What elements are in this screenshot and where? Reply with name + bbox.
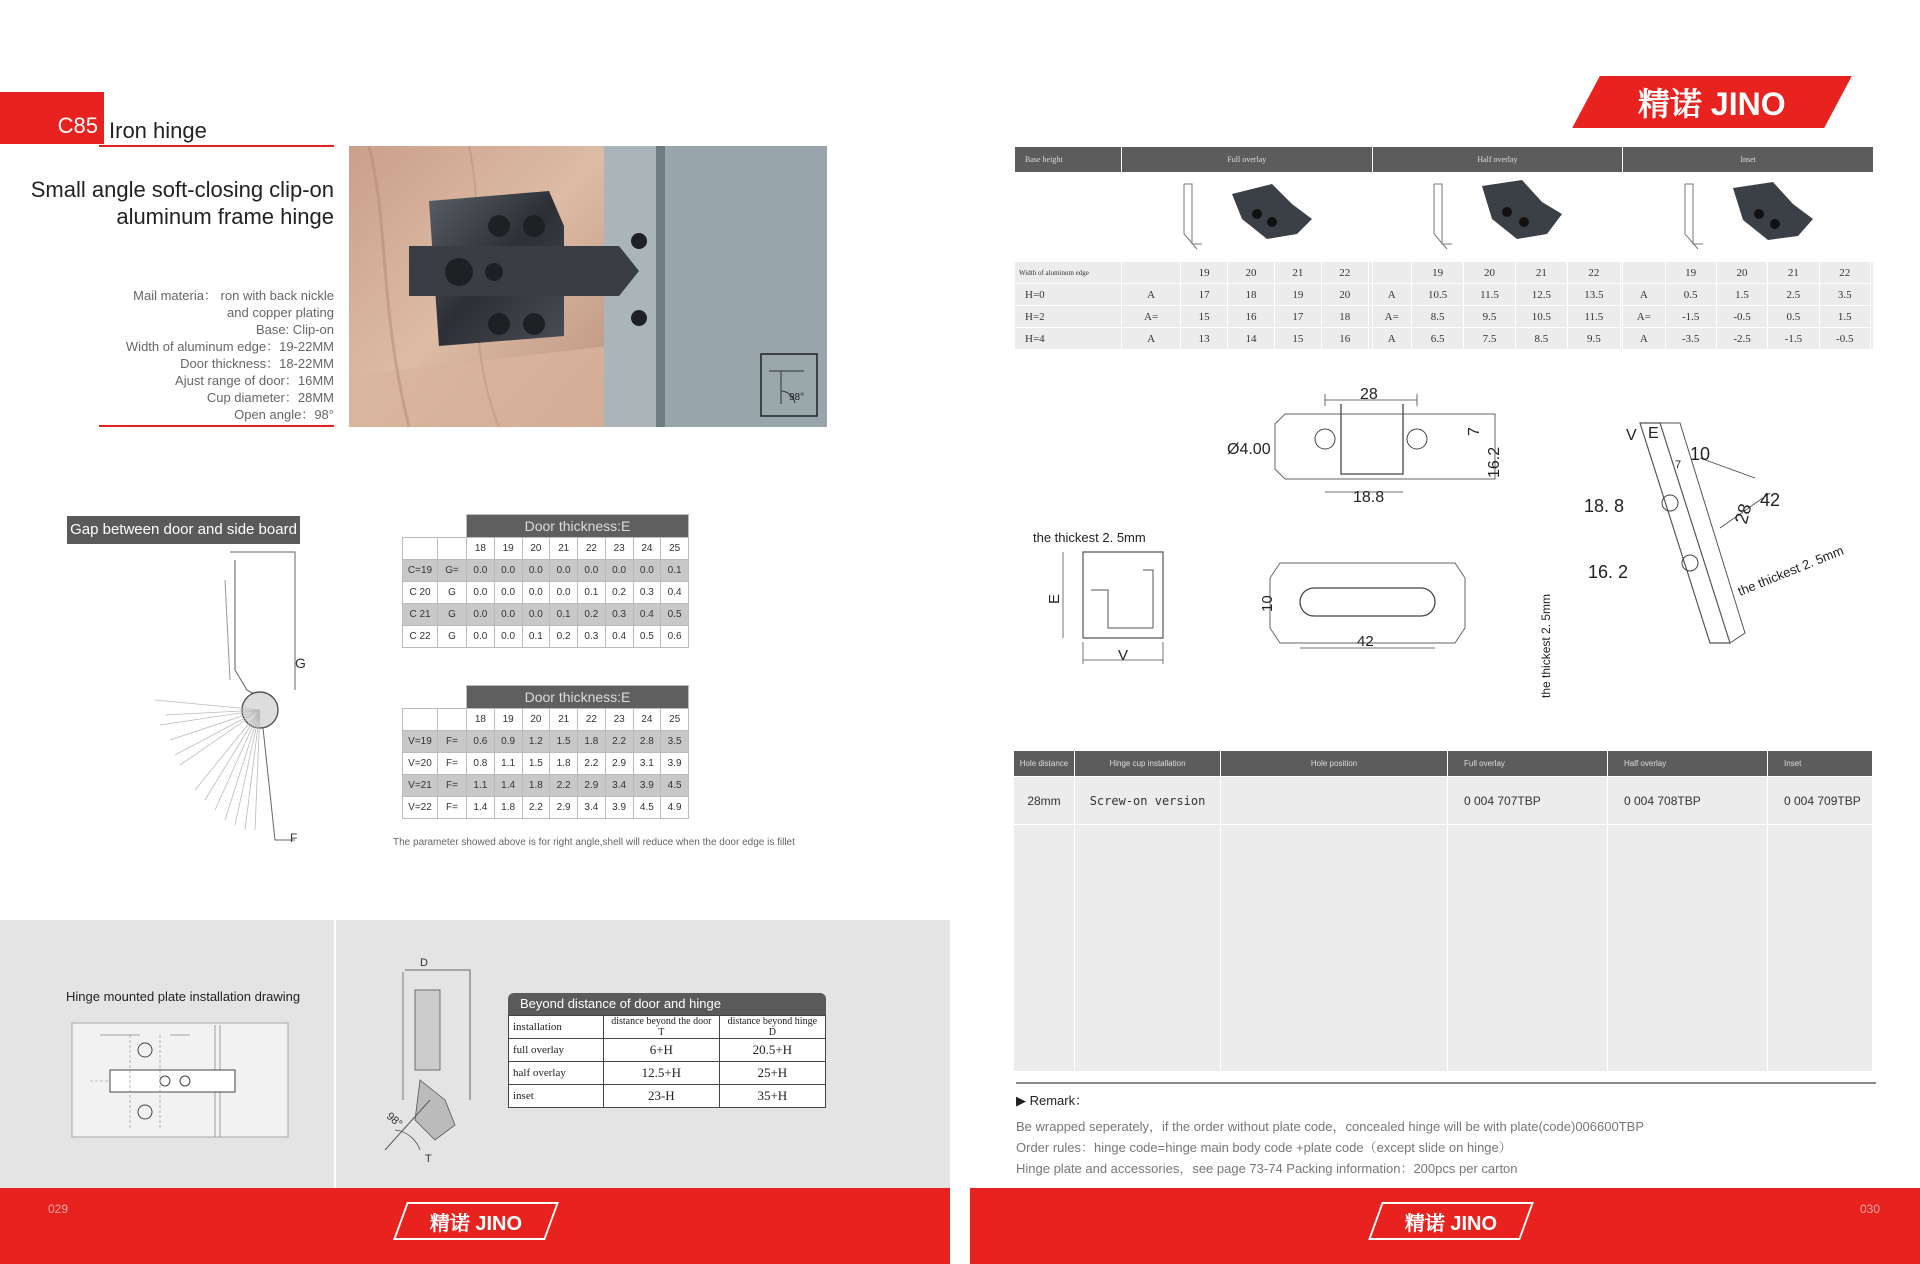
cell: 1.2 (522, 730, 550, 752)
cell: 0.0 (522, 559, 550, 581)
opening-label-t: T (425, 1153, 432, 1165)
dim-thickest-mid: the thickest 2. 5mm (1539, 593, 1553, 698)
aluminum-spec-table (1014, 146, 1874, 350)
dim-phi: Ø4.00 (1227, 441, 1271, 458)
col-header: 21 (550, 708, 578, 730)
cell: 9.5 (1464, 306, 1515, 328)
cell: A= (1623, 306, 1665, 328)
cell: -3.5 (1665, 328, 1716, 350)
group-header: Inset (1623, 147, 1874, 173)
cell: 10.5 (1515, 306, 1567, 328)
col-header: 22 (1321, 262, 1368, 284)
row-sub: G (438, 625, 467, 647)
dim-e-angled: E (1648, 425, 1659, 442)
col-header: 22 (1819, 262, 1870, 284)
col-header: 25 (661, 537, 689, 559)
cell: 0.0 (494, 581, 522, 603)
cell: 0.5 (633, 625, 661, 647)
col-header: 19 (494, 708, 522, 730)
cell: -2.5 (1716, 328, 1767, 350)
col-header: 20 (1464, 262, 1515, 284)
col-header: 22 (1568, 262, 1620, 284)
col-header: 18 (467, 708, 495, 730)
dim-18-8-angled: 18. 8 (1584, 496, 1625, 516)
cell: A (1623, 284, 1665, 306)
cell: 1.4 (467, 796, 495, 818)
col-header: Hole position (1221, 751, 1448, 777)
cell: 16 (1228, 306, 1275, 328)
cell: 0.0 (633, 559, 661, 581)
cell: 14 (1228, 328, 1275, 350)
cell: 0.2 (578, 603, 606, 625)
cell: 3.4 (605, 774, 633, 796)
spec-line: Open angle：98° (234, 407, 334, 422)
page-number: 030 (1859, 1202, 1880, 1216)
cell: 7.5 (1464, 328, 1515, 350)
col-header: Hole distance (1014, 751, 1075, 777)
dim-thickest-left: the thickest 2. 5mm (1033, 530, 1146, 545)
gap-section-label: Gap between door and side board (67, 516, 300, 544)
cell: 20.5+H (719, 1039, 825, 1062)
row-sub: F= (438, 730, 467, 752)
opening-label-angle: 98° (383, 1110, 405, 1131)
dim-v: V (1118, 647, 1129, 664)
cell: 4.9 (661, 796, 689, 818)
row-label: V=21 (403, 774, 438, 796)
cell: 0.0 (467, 581, 495, 603)
dim-v-angled: V (1626, 427, 1637, 444)
cell: 15 (1181, 306, 1228, 328)
band-divider (334, 920, 336, 1188)
cell: 28mm (1014, 777, 1075, 825)
cell: 0.6 (661, 625, 689, 647)
dim-28-angled: 28 (1730, 501, 1756, 526)
plate-drawing-label: Hinge mounted plate installation drawing (66, 989, 301, 1004)
cell: 6+H (604, 1039, 720, 1062)
cell: 0.5 (1768, 306, 1819, 328)
col-header: 21 (1768, 262, 1819, 284)
cell: 13.5 (1568, 284, 1620, 306)
table-row (1015, 328, 1874, 350)
cell: -0.5 (1819, 328, 1870, 350)
table-row-empty (1014, 825, 1873, 1072)
table-row (509, 1062, 826, 1085)
cell: 0.0 (467, 625, 495, 647)
parameter-note: The parameter showed above is for right angle,shell will reduce when the door edge is fillet (393, 837, 795, 848)
cell: 4.5 (633, 796, 661, 818)
row-label: C 21 (403, 603, 438, 625)
cell: 0.3 (605, 603, 633, 625)
beyond-table-title: Beyond distance of door and hinge (508, 993, 826, 1015)
group-header: Full overlay (1122, 147, 1373, 173)
cell: 2.2 (522, 796, 550, 818)
cell: 0.0 (578, 559, 606, 581)
cell: A (1623, 328, 1665, 350)
cell: half overlay (509, 1062, 604, 1085)
cell: 0.6 (467, 730, 495, 752)
opening-distance-drawing (375, 950, 495, 1165)
cell: 15 (1274, 328, 1321, 350)
col-header: 23 (605, 708, 633, 730)
col-header: 23 (605, 537, 633, 559)
col-header: 24 (633, 708, 661, 730)
photo-angle-label: 98° (789, 392, 805, 403)
cell: A (1122, 328, 1181, 350)
col-header: 19 (1665, 262, 1716, 284)
cell: 1.4 (494, 774, 522, 796)
cell: inset (509, 1085, 604, 1108)
left-footer (0, 1188, 950, 1264)
hinge-figure-full (1162, 174, 1332, 258)
col-header: 18 (467, 537, 495, 559)
cell: 3.5 (661, 730, 689, 752)
cell: Screw-on version (1075, 777, 1221, 825)
remark-title: ▶ Remark： (1016, 1093, 1089, 1108)
cell: 17 (1274, 306, 1321, 328)
spec-line: and copper plating (227, 305, 334, 320)
right-footer (970, 1188, 1920, 1264)
cell: 0.5 (661, 603, 689, 625)
col-header: Half overlay (1608, 751, 1768, 777)
cell: 1.5 (1716, 284, 1767, 306)
cell: 1.8 (494, 796, 522, 818)
footer-logo (1368, 1202, 1534, 1240)
col-header: 19 (494, 537, 522, 559)
cell: 4.5 (661, 774, 689, 796)
row-sub: G (438, 581, 467, 603)
row-label: C 22 (403, 625, 438, 647)
dim-e: E (1046, 593, 1063, 604)
col-header: 21 (550, 537, 578, 559)
cell: 0.0 (605, 559, 633, 581)
opening-label-d: D (420, 957, 428, 969)
table-row (1015, 306, 1874, 328)
width-label: Width of aluminum edge (1015, 262, 1122, 284)
cell: 18 (1228, 284, 1275, 306)
col-header: distance beyond hinge D (719, 1016, 825, 1039)
cell: 0.0 (550, 559, 578, 581)
table-row (1014, 777, 1873, 825)
hinge-figure-half (1412, 174, 1582, 258)
header-logo-text: 精诺 JINO (1638, 86, 1786, 122)
cell: 0.4 (661, 581, 689, 603)
row-label: V=19 (403, 730, 438, 752)
remark-line: Hinge plate and accessories，see page 73-74 Packing information：200pcs per carton (1016, 1161, 1518, 1176)
slot-dimension-drawing (1240, 548, 1553, 698)
gap-label-g: G (295, 655, 306, 671)
row-label: V=20 (403, 752, 438, 774)
cell: 0.4 (605, 625, 633, 647)
hinge-photo-illustration (349, 146, 827, 427)
cell: 0.3 (578, 625, 606, 647)
cell: 10.5 (1411, 284, 1463, 306)
table-row (403, 603, 689, 625)
cell: 0.1 (522, 625, 550, 647)
cell: 0 004 707TBP (1448, 777, 1608, 825)
cell: 0.0 (494, 625, 522, 647)
cell: 19 (1274, 284, 1321, 306)
cell: 0.0 (467, 559, 495, 581)
cell: 6.5 (1411, 328, 1463, 350)
col-header: 19 (1411, 262, 1463, 284)
cell: 0.9 (494, 730, 522, 752)
cell: full overlay (509, 1039, 604, 1062)
cell: -1.5 (1665, 306, 1716, 328)
subtitle-line-2: aluminum frame hinge (116, 204, 334, 229)
row-sub: G= (438, 559, 467, 581)
page-number: 029 (48, 1202, 69, 1216)
cell: 0.3 (633, 581, 661, 603)
remark-line: Order rules：hinge code=hinge main body code +plate code（except slide on hinge） (1016, 1140, 1512, 1155)
cell: 0.8 (467, 752, 495, 774)
table-row (403, 559, 689, 581)
table-row (403, 796, 689, 818)
cell: 35+H (719, 1085, 825, 1108)
dim-16-2: 16.2 (1486, 446, 1503, 478)
cell: 11.5 (1464, 284, 1515, 306)
subtitle-line-1: Small angle soft-closing clip-on (30, 177, 334, 202)
row-sub: G (438, 603, 467, 625)
col-header: 22 (578, 708, 606, 730)
col-header: Inset (1768, 751, 1873, 777)
cell: 9.5 (1568, 328, 1620, 350)
cell: 0.0 (494, 559, 522, 581)
row-sub: F= (438, 752, 467, 774)
cell: 0.2 (550, 625, 578, 647)
cell: 25+H (719, 1062, 825, 1085)
table-row (403, 752, 689, 774)
cell: A (1372, 284, 1411, 306)
plate-installation-drawing (70, 1015, 290, 1145)
cell: 3.9 (633, 774, 661, 796)
table-row (403, 581, 689, 603)
table-title: Door thickness:E (467, 515, 689, 538)
cell: A (1372, 328, 1411, 350)
row-label: C 20 (403, 581, 438, 603)
hinge-figure-inset (1663, 174, 1833, 258)
cell: 0.1 (661, 559, 689, 581)
model-code: C85 (57, 113, 98, 138)
cell: 2.9 (550, 796, 578, 818)
cell: 0.1 (578, 581, 606, 603)
col-header: 22 (578, 537, 606, 559)
table-row (509, 1039, 826, 1062)
cell: 0.0 (494, 603, 522, 625)
cell: 0.0 (522, 581, 550, 603)
header-logo (1572, 76, 1852, 128)
cell: 11.5 (1568, 306, 1620, 328)
cell: 0.4 (633, 603, 661, 625)
col-header: 20 (1228, 262, 1275, 284)
footer-logo-text: 精诺 JINO (429, 1212, 523, 1235)
cell: 3.9 (605, 796, 633, 818)
cell: 23-H (604, 1085, 720, 1108)
profile-dimension-drawing (1033, 530, 1183, 670)
col-header: 20 (522, 537, 550, 559)
col-header: 20 (1716, 262, 1767, 284)
order-code-table (1013, 750, 1873, 1072)
row-label: C=19 (403, 559, 438, 581)
footer-logo-text: 精诺 JINO (1404, 1212, 1498, 1235)
col-header: Hinge cup installation (1075, 751, 1221, 777)
top-dimension-drawing (1225, 384, 1515, 506)
row-label: H=2 (1015, 306, 1122, 328)
gap-table-g (402, 514, 689, 648)
cell: 1.5 (1819, 306, 1870, 328)
table-row (1015, 284, 1874, 306)
col-header: 20 (522, 708, 550, 730)
table-title: Door thickness:E (467, 686, 689, 709)
table-row (509, 1085, 826, 1108)
cell: 3.9 (661, 752, 689, 774)
cell: 2.8 (633, 730, 661, 752)
table-row (403, 774, 689, 796)
cell: A= (1122, 306, 1181, 328)
table-row (403, 730, 689, 752)
spec-line: Ajust range of door：16MM (175, 373, 334, 388)
base-height-label: Base height (1015, 147, 1122, 173)
cell: 1.8 (550, 752, 578, 774)
product-photo (349, 146, 827, 427)
cell: 0 004 708TBP (1608, 777, 1768, 825)
cell: 0 004 709TBP (1768, 777, 1873, 825)
cell: 2.5 (1768, 284, 1819, 306)
cell: 2.2 (605, 730, 633, 752)
product-subtitle (20, 176, 334, 230)
row-label: H=4 (1015, 328, 1122, 350)
cell: 1.8 (578, 730, 606, 752)
angled-dimension-drawing (1570, 418, 1900, 653)
cell: 3.4 (578, 796, 606, 818)
cell: -1.5 (1768, 328, 1819, 350)
cell: 1.5 (550, 730, 578, 752)
title-underline (99, 145, 334, 147)
dim-16-2-angled: 16. 2 (1588, 562, 1629, 582)
dim-42-angled: 42 (1760, 490, 1781, 510)
cell: 8.5 (1515, 328, 1567, 350)
col-header: Full overlay (1448, 751, 1608, 777)
model-code-tab (0, 92, 104, 144)
row-sub: F= (438, 796, 467, 818)
cell: 20 (1321, 284, 1368, 306)
cell: 1.1 (494, 752, 522, 774)
dim-10: 10 (1259, 595, 1276, 612)
half-overlay-figure (1372, 173, 1623, 262)
footer-logo (393, 1202, 559, 1240)
remark-divider (1016, 1082, 1876, 1084)
row-label: V=22 (403, 796, 438, 818)
table-row (403, 625, 689, 647)
cell: 2.2 (578, 752, 606, 774)
col-header: 21 (1515, 262, 1567, 284)
spec-line: Width of aluminum edge：19-22MM (125, 339, 334, 354)
spec-list (96, 287, 334, 423)
cell: 3.1 (633, 752, 661, 774)
col-header: 21 (1274, 262, 1321, 284)
row-label: H=0 (1015, 284, 1122, 306)
dim-28: 28 (1360, 386, 1378, 403)
cell: 0.0 (550, 581, 578, 603)
col-header: 24 (633, 537, 661, 559)
cell (1221, 777, 1448, 825)
spec-line: Mail materia： ron with back nickle (133, 288, 334, 303)
beyond-table (508, 1015, 826, 1108)
gap-label-f: F (290, 831, 298, 845)
gap-table-f (402, 685, 689, 819)
col-header: 19 (1181, 262, 1228, 284)
cell: 8.5 (1411, 306, 1463, 328)
spec-line: Cup diameter：28MM (206, 390, 334, 405)
cell: 16 (1321, 328, 1368, 350)
cell: 1.5 (522, 752, 550, 774)
cell: 2.9 (605, 752, 633, 774)
dim-42: 42 (1357, 633, 1374, 650)
group-header: Half overlay (1372, 147, 1623, 173)
row-sub: F= (438, 774, 467, 796)
cell: 3.5 (1819, 284, 1870, 306)
cell: 2.9 (578, 774, 606, 796)
cell: 1.8 (522, 774, 550, 796)
dim-7: 7 (1466, 427, 1483, 436)
cell: A (1122, 284, 1181, 306)
cell: 12.5+H (604, 1062, 720, 1085)
dim-thickest-angled: the thickest 2. 5mm (1735, 542, 1846, 599)
cell: A= (1372, 306, 1411, 328)
cell: -0.5 (1716, 306, 1767, 328)
dim-18-8: 18.8 (1353, 489, 1385, 506)
cell: 0.0 (522, 603, 550, 625)
gap-drawing (155, 550, 315, 850)
col-header: installation (509, 1016, 604, 1039)
cell: 13 (1181, 328, 1228, 350)
remark-line: Be wrapped seperately，if the order without plate code，concealed hinge will be with plate(code)006600TBP (1016, 1119, 1644, 1134)
dim-10-angled: 10 (1690, 444, 1711, 464)
col-header: distance beyond the door T (604, 1016, 720, 1039)
spec-underline (99, 425, 334, 427)
full-overlay-figure (1122, 173, 1373, 262)
cell: 0.1 (550, 603, 578, 625)
cell: 1.1 (467, 774, 495, 796)
cell: 0.0 (467, 603, 495, 625)
col-header: 25 (661, 708, 689, 730)
cell: 17 (1181, 284, 1228, 306)
cell: 12.5 (1515, 284, 1567, 306)
dim-7-angled: 7 (1675, 459, 1682, 471)
product-type: Iron hinge (109, 118, 207, 143)
spec-line: Base: Clip-on (255, 322, 334, 337)
cell: 0.5 (1665, 284, 1716, 306)
cell: 2.2 (550, 774, 578, 796)
inset-figure (1623, 173, 1874, 262)
spec-line: Door thickness：18-22MM (180, 356, 334, 371)
cell: 18 (1321, 306, 1368, 328)
cell: 0.2 (605, 581, 633, 603)
